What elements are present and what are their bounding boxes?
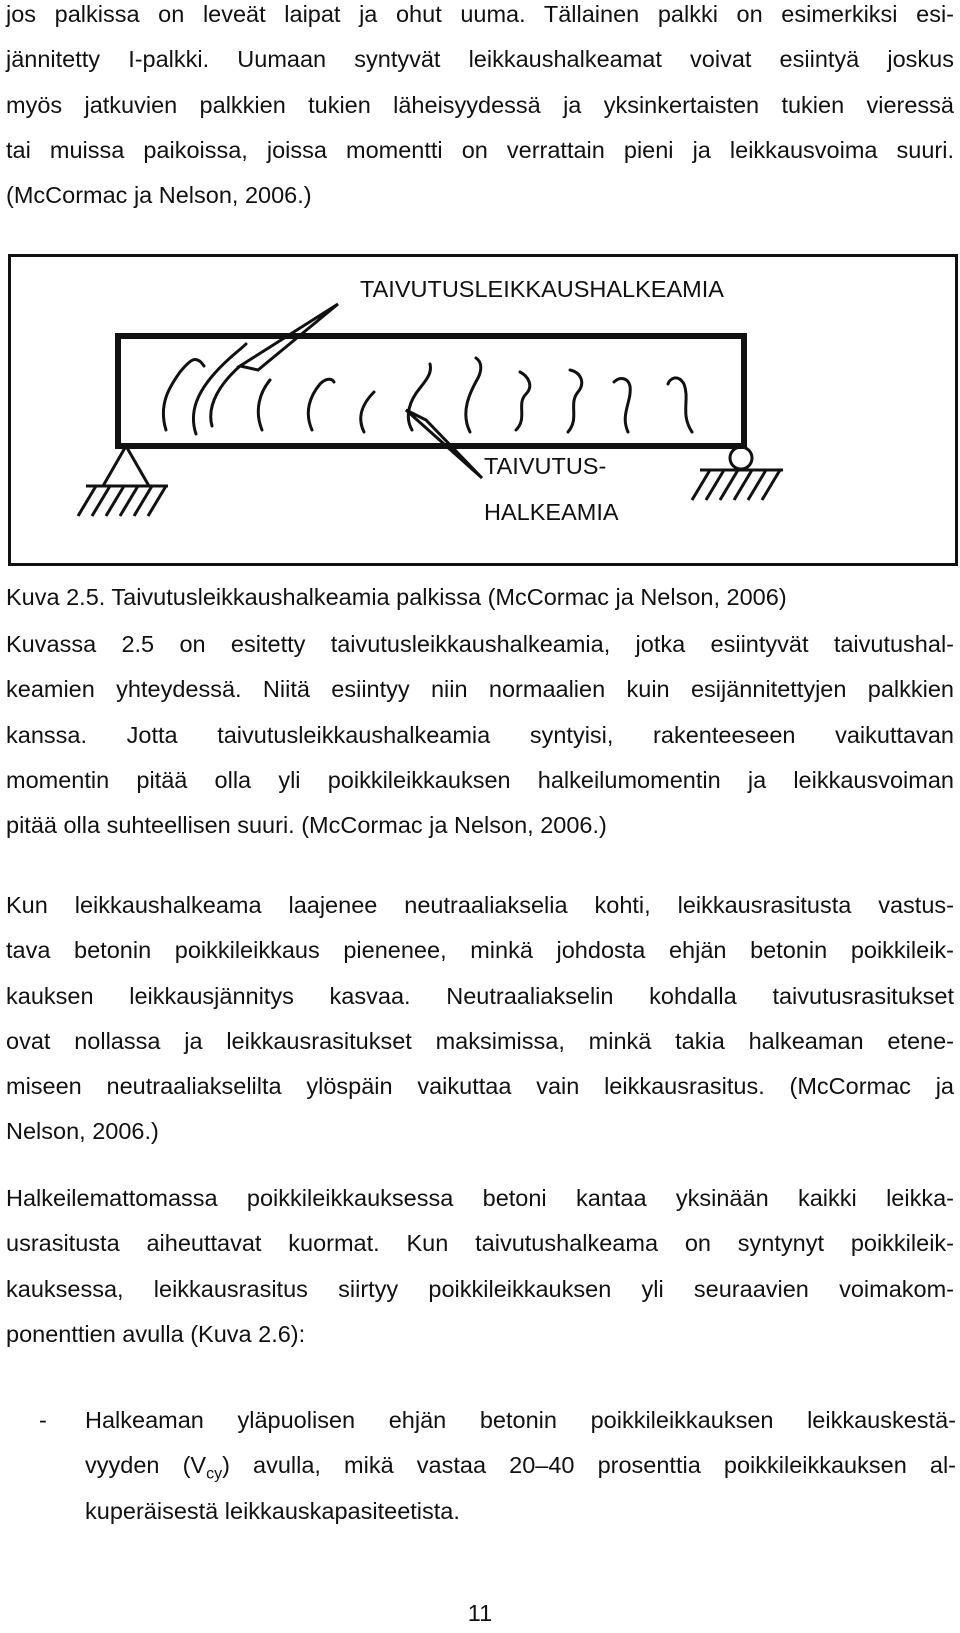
pin-support-left xyxy=(78,446,168,516)
subscript: cy xyxy=(206,1465,223,1483)
text-line: Kun leikkaushalkeama laajenee neutraaliakselia kohti, leikkausrasitusta vastus- xyxy=(6,892,954,918)
text-line: momentin pitää olla yli poikkileikkauksen halkeilumomentin ja leikkausvoiman xyxy=(6,766,954,793)
text-line: Kuvassa 2.5 on esitetty taivutusleikkaushalkeamia, jotka esiintyvät taivutushal- xyxy=(6,631,954,657)
text-line: miseen neutraaliakselilta ylöspäin vaikuttaa vain leikkausrasitus. (McCormac ja xyxy=(6,1073,954,1100)
text-line: kauksessa, leikkausrasitus siirtyy poikkileikkauksen yli seuraavien voimakom- xyxy=(6,1275,954,1302)
text-fragment: ) avulla, mikä vastaa 20–40 prosenttia poikkileikkauksen al- xyxy=(222,1452,956,1479)
text-line: pitää olla suhteellisen suuri. (McCormac ja Nelson, 2006.) xyxy=(6,812,607,839)
paragraph-3 xyxy=(6,883,954,1155)
page-number: 11 xyxy=(467,1600,493,1626)
label-flexure-cracks-2: HALKEAMIA xyxy=(484,499,619,525)
text-line: (McCormac ja Nelson, 2006.) xyxy=(6,182,312,209)
list-item xyxy=(85,1398,956,1534)
beam xyxy=(118,336,744,446)
text-line: usrasitusta aiheuttavat kuormat. Kun taivutushalkeama on syntynyt poikkileik- xyxy=(6,1230,954,1257)
figure-caption: Kuva 2.5. Taivutusleikkaushalkeamia palkissa (McCormac ja Nelson, 2006) xyxy=(6,584,787,610)
text-line: jos palkissa on leveät laipat ja ohut uuma. Tällainen palkki on esimerkiksi esi- xyxy=(6,1,954,27)
text-line: myös jatkuvien palkkien tukien läheisyydessä ja yksinkertaisten tukien vieressä xyxy=(6,91,954,118)
text-line: Halkeaman yläpuolisen ehjän betonin poikkileikkauksen leikkauskestä- xyxy=(85,1407,956,1433)
text-line: kuperäisestä leikkauskapasiteetista. xyxy=(85,1497,460,1524)
label-flexure-shear-cracks: TAIVUTUSLEIKKAUSHALKEAMIA xyxy=(360,276,724,302)
text-line: ovat nollassa ja leikkausrasitukset maksimissa, minkä takia halkeaman etene- xyxy=(6,1027,954,1054)
text-line: kanssa. Jotta taivutusleikkaushalkeamia syntyisi, rakenteeseen vaikuttavan xyxy=(6,721,954,748)
roller-support-right xyxy=(692,447,783,500)
text-line: jännitetty I-palkki. Uumaan syntyvät leikkaushalkeamat voivat esiintyä joskus xyxy=(6,46,954,73)
text-line: Nelson, 2006.) xyxy=(6,1118,159,1145)
beam-crack-figure xyxy=(8,254,958,566)
text-line: tava betonin poikkileikkaus pienenee, minkä johdosta ehjän betonin poikkileik- xyxy=(6,937,954,964)
text-line: tai muissa paikoissa, joissa momentti on verrattain pieni ja leikkausvoima suuri. xyxy=(6,136,954,163)
text-line: Halkeilemattomassa poikkileikkauksessa betoni kantaa yksinään kaikki leikka- xyxy=(6,1185,954,1211)
text-line: kauksen leikkausjännitys kasvaa. Neutraaliakselin kohdalla taivutusrasitukset xyxy=(6,982,954,1009)
paragraph-4 xyxy=(6,1176,954,1357)
paragraph-intro xyxy=(6,0,954,218)
label-flexure-cracks-1: TAIVUTUS- xyxy=(484,453,607,479)
list-dash: - xyxy=(39,1407,47,1433)
paragraph-2 xyxy=(6,622,954,848)
text-line: keamien yhteydessä. Niitä esiintyy niin normaalien kuin esijännitettyjen palkkien xyxy=(6,676,954,703)
text-line xyxy=(85,1443,956,1488)
leader-lines xyxy=(240,304,482,478)
text-line: ponenttien avulla (Kuva 2.6): xyxy=(6,1320,306,1347)
text-fragment: vyyden (V xyxy=(85,1452,207,1479)
